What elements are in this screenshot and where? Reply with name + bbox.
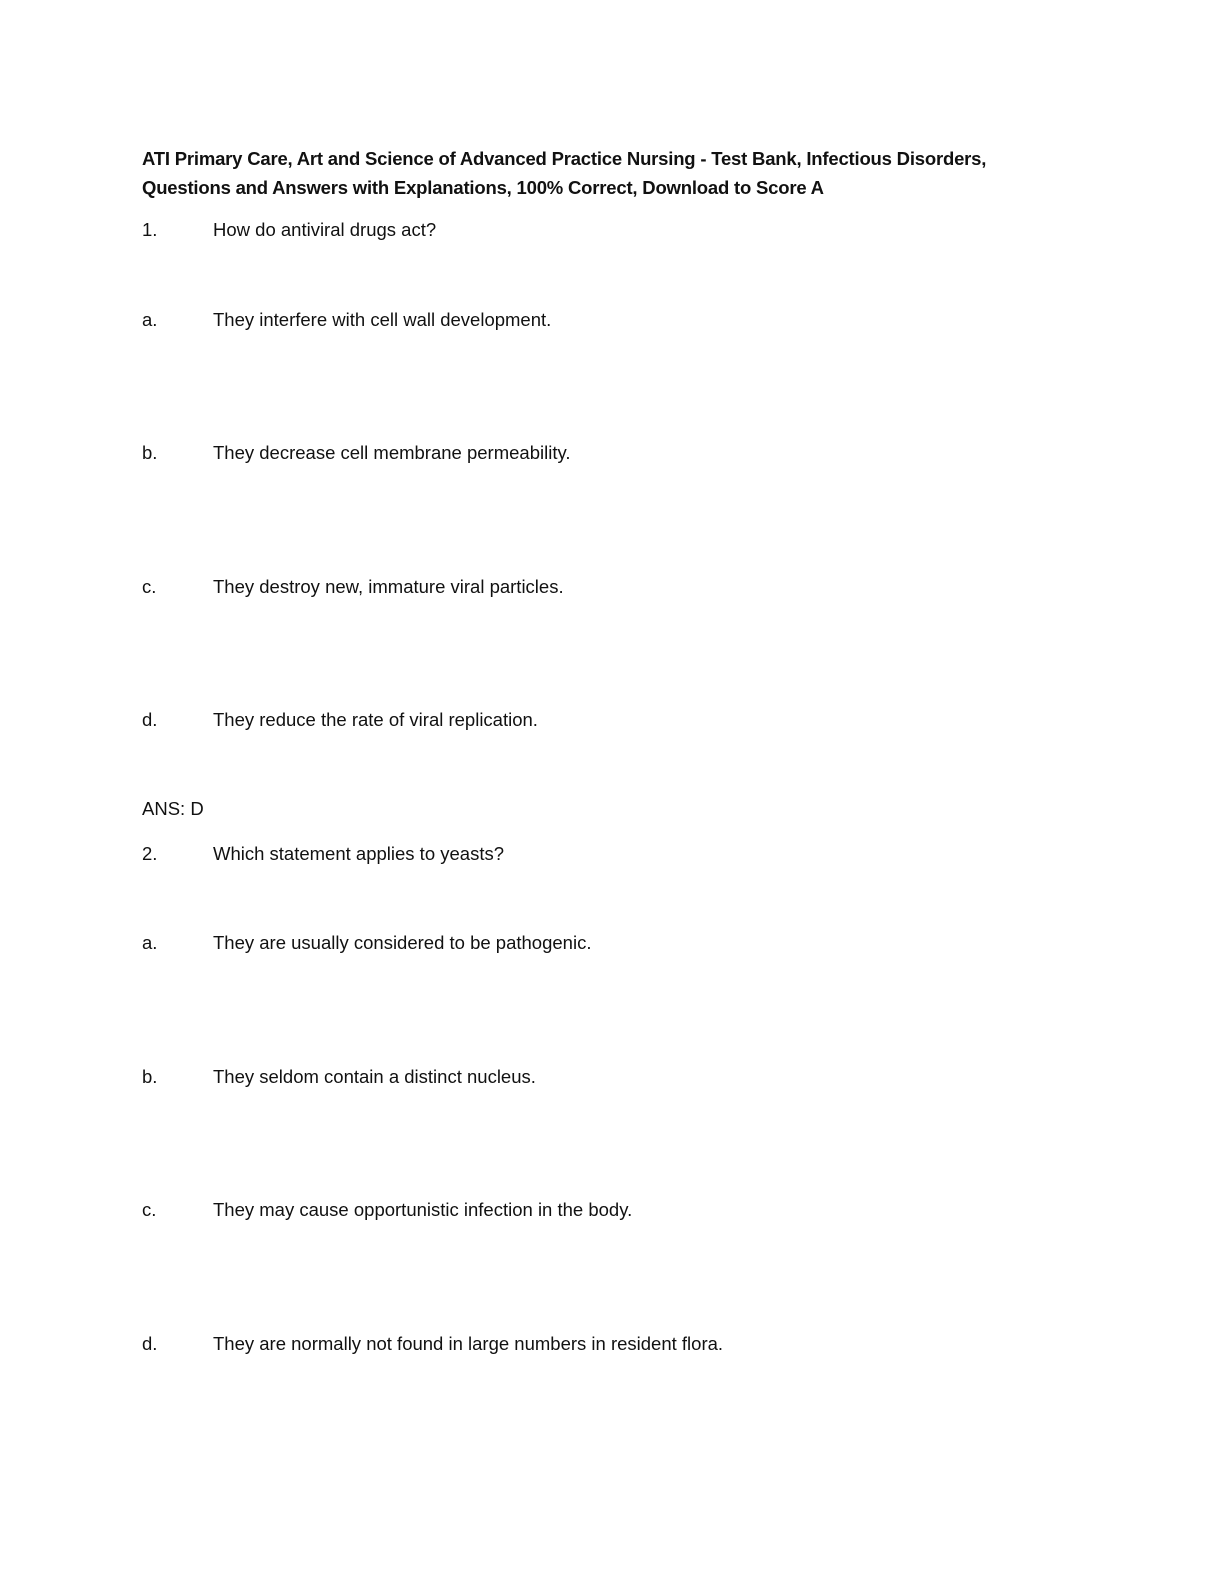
title-line-2: Questions and Answers with Explanations, 100% Correct, Download to Score A	[142, 177, 824, 198]
question-1-option-d	[142, 708, 538, 732]
option-text: They are usually considered to be pathogenic.	[213, 932, 592, 953]
question-2	[142, 842, 504, 866]
option-text: They seldom contain a distinct nucleus.	[213, 1066, 536, 1087]
option-letter: b.	[142, 442, 158, 463]
question-number: 2.	[142, 843, 158, 864]
option-letter: d.	[142, 709, 158, 730]
document-title	[142, 144, 1102, 202]
option-text: They reduce the rate of viral replication.	[213, 709, 538, 730]
option-letter: d.	[142, 1333, 158, 1354]
option-text: They are normally not found in large numbers in resident flora.	[213, 1333, 724, 1354]
option-text: They destroy new, immature viral particles.	[213, 576, 564, 597]
question-2-option-b	[142, 1065, 536, 1089]
option-letter: b.	[142, 1066, 158, 1087]
question-2-option-a	[142, 931, 591, 955]
option-letter: a.	[142, 932, 158, 953]
option-letter: a.	[142, 309, 158, 330]
option-letter: c.	[142, 576, 157, 597]
question-1-option-a	[142, 308, 551, 332]
question-text: Which statement applies to yeasts?	[213, 843, 505, 864]
option-text: They decrease cell membrane permeability.	[213, 442, 571, 463]
option-letter: c.	[142, 1199, 157, 1220]
option-text: They may cause opportunistic infection in the body.	[213, 1199, 633, 1220]
answer-key: ANS: D	[142, 798, 204, 819]
question-1-option-b	[142, 441, 570, 465]
title-line-1: ATI Primary Care, Art and Science of Advanced Practice Nursing - Test Bank, Infectious Disorders,	[142, 148, 987, 169]
question-2-option-c	[142, 1198, 632, 1222]
question-number: 1.	[142, 219, 158, 240]
question-text: How do antiviral drugs act?	[213, 219, 437, 240]
option-text: They interfere with cell wall development.	[213, 309, 552, 330]
question-2-option-d	[142, 1332, 723, 1356]
question-1-option-c	[142, 575, 564, 599]
question-1	[142, 218, 436, 242]
